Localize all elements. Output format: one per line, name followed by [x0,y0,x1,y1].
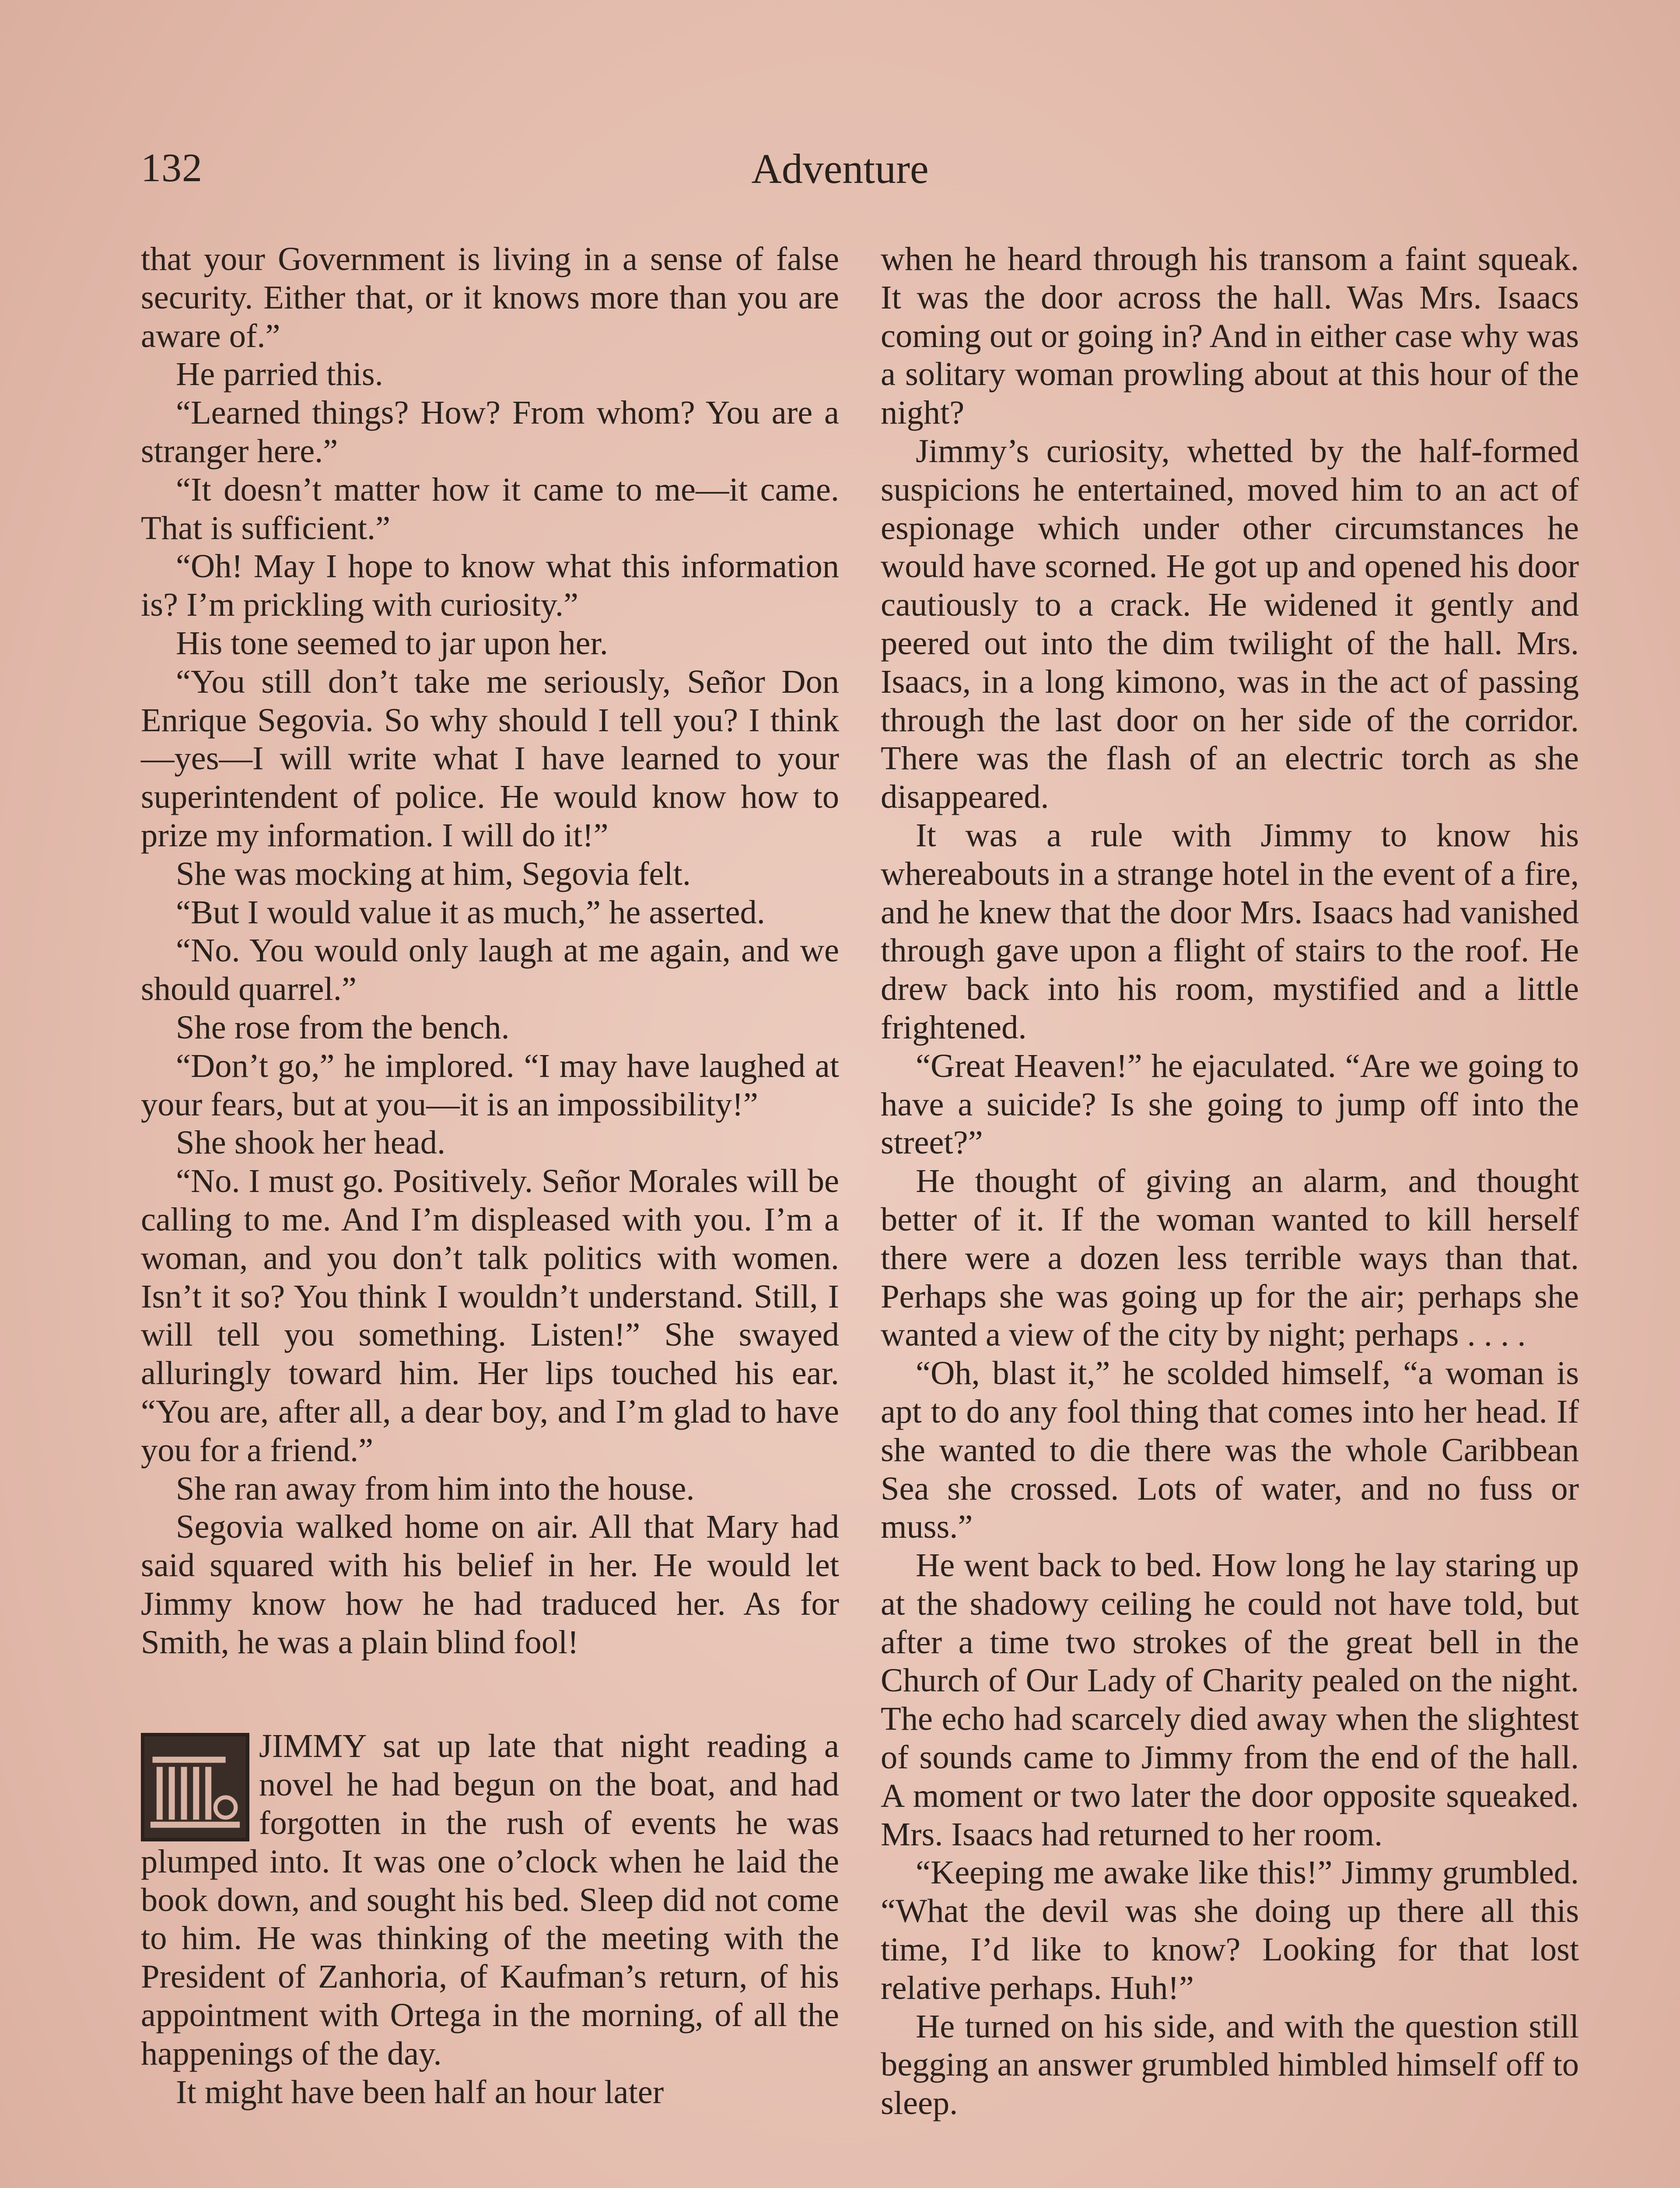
paragraph: “No. I must go. Positively. Señor Morales will be calling to me. And I’m displeased with you. I’m a woman, and you don’t talk politics with women. Isn’t it so? You think I wouldn’t understand. Still, I will tell you something. Listen!” She swayed alluringly toward him. Her lips touched his ear. “You are, after all, a dear boy, and I’m glad to have you for a friend.” [141,1162,839,1469]
paragraph: He turned on his side, and with the question still begging an answer grumbled himbled himself off to sleep. [881,2007,1579,2122]
paragraph: that your Government is living in a sense of false security. Either that, or it knows more than you are aware of.” [141,240,839,354]
paragraph: “Great Heaven!” he ejaculated. “Are we going to have a suicide? Is she going to jump off into the street?” [881,1047,1579,1161]
paragraph: Segovia walked home on air. All that Mary had said squared with his belief in her. He would let Jimmy know how he had traduced her. As for Smith, he was a plain blind fool! [141,1508,839,1661]
paragraph: “Oh, blast it,” he scolded himself, “a woman is apt to do any fool thing that comes into her head. If she wanted to die there was the whole Caribbean Sea she crossed. Lots of water, and no fuss or muss.” [881,1354,1579,1546]
paragraph: She rose from the bench. [176,1008,510,1046]
paragraph: “No. You would only laugh at me again, and we should quarrel.” [141,932,839,1008]
dropcap-illustration-icon [141,1733,249,1841]
paragraph: It was a rule with Jimmy to know his whereabouts in a strange hotel in the event of a fire, and he knew that the door Mrs. Isaacs had vanished through gave upon a flight of stairs to the roof. He drew back into his room, mystified and a little frightened. [881,816,1579,1046]
paragraph: “Keeping me awake like this!” Jimmy grumbled. “What the devil was she doing up there all this time, I’d like to know? Looking for that lost relative perhaps. Huh!” [881,1854,1579,2006]
paragraph: “You still don’t take me seriously, Señor Don Enrique Segovia. So why should I tell you? I think—yes—I will write what I have learned to your superintendent of police. He would know how to prize my information. I will do it!” [141,663,839,854]
right-paragraphs [881,240,1579,2122]
paragraph: “Oh! May I hope to know what this information is? I’m prickling with curiosity.” [141,547,839,624]
left-closing-paragraph: It might have been half an hour later [176,2073,664,2111]
paragraph: “Learned things? How? From whom? You are a stranger here.” [141,394,839,470]
paragraph: Jimmy’s curiosity, whetted by the half-formed suspicions he entertained, moved him to an act of espionage which under other circumstances he would have scorned. He got up and opened his door cautiously to a crack. He widened it gently and peered out into the dim twilight of the hall. Mrs. Isaacs, in a long kimono, was in the act of passing through the last door on her side of the corridor. There was the flash of an electric torch as she disappeared. [881,432,1579,816]
paragraph: when he heard through his transom a faint squeak. It was the door across the hall. Was Mrs. Isaacs coming out or going in? And in either case why was a solitary woman prowling about at this hour of the night? [881,240,1579,431]
page-number: 132 [141,145,203,190]
paragraph: He parried this. [176,355,383,393]
dropcap-paragraph [141,1727,839,2072]
paragraph: “It doesn’t matter how it came to me—it came. That is sufficient.” [141,470,839,547]
left-column [141,240,839,2111]
paragraph: She shook her head. [176,1124,446,1161]
paragraph: “But I would value it as much,” he asserted. [176,893,765,931]
paragraph: He thought of giving an alarm, and thought better of it. If the woman wanted to kill herself there were a dozen less terrible ways than that. Perhaps she was going up for the air; perhaps she wanted a view of the city by night; perhaps . . . . [881,1162,1579,1353]
left-paragraphs [141,240,839,1661]
paragraph: His tone seemed to jar upon her. [176,624,608,662]
paragraph: She ran away from him into the house. [176,1469,695,1507]
section-break [141,1661,839,1727]
right-column [881,240,1579,2122]
paragraph: “Don’t go,” he implored. “I may have laughed at your fears, but at you—it is an impossibility!” [141,1047,839,1123]
dropcap-paragraph-text: JIMMY sat up late that night reading a novel he had begun on the boat, and had forgotten in the rush of events he was plumped into. It was one o’clock when he laid the book down, and sought his bed. Sleep did not come to him. He was thinking of the meeting with the President of Zanhoria, of Kaufman’s return, of his appointment with Ortega in the morning, of all the happenings of the day. [141,1727,839,2072]
paragraph: She was mocking at him, Segovia felt. [176,855,691,892]
running-title: Adventure [751,145,929,192]
paragraph: He went back to bed. How long he lay staring up at the shadowy ceiling he could not have told, but after a time two strokes of the great bell in the Church of Our Lady of Charity pealed on the night. The echo had scarcely died away when the slightest of sounds came to Jimmy from the end of the hall. A moment or two later the door opposite squeaked. Mrs. Isaacs had returned to her room. [881,1546,1579,1853]
